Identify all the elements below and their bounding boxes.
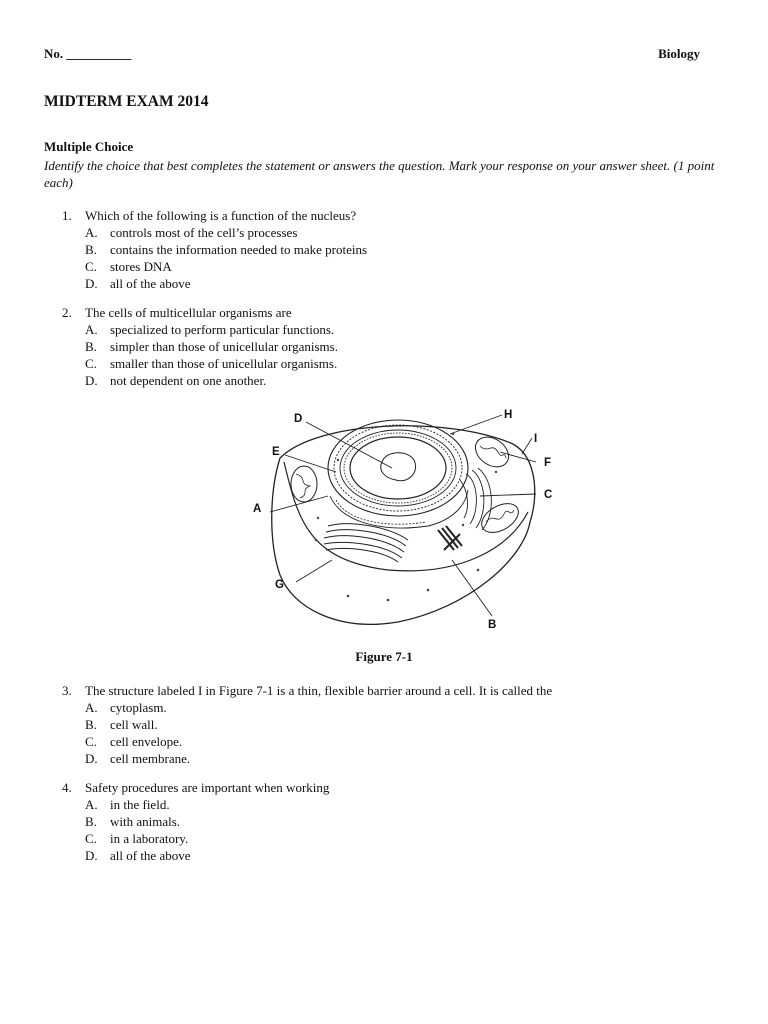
choice-c: [85, 733, 712, 750]
question-number: 2.: [62, 305, 72, 320]
choice-a: [85, 224, 712, 241]
choice-letter: B.: [85, 242, 97, 257]
nucleolus: [381, 453, 416, 481]
choice-b: [85, 813, 712, 830]
choice-letter: C.: [85, 831, 97, 846]
label-g: G: [275, 579, 284, 591]
choice-letter: D.: [85, 848, 98, 863]
exam-title: MIDTERM EXAM 2014: [44, 93, 209, 110]
label-e: E: [272, 446, 280, 458]
question-3: [62, 682, 712, 767]
choice-letter: B.: [85, 717, 97, 732]
choice-d: [85, 372, 712, 389]
choice-text: cell wall.: [110, 717, 158, 732]
choice-b: [85, 241, 712, 258]
choice-letter: A.: [85, 322, 98, 337]
choice-letter: D.: [85, 276, 98, 291]
label-b: B: [488, 619, 497, 631]
choice-text: not dependent on one another.: [110, 373, 267, 388]
choice-letter: A.: [85, 797, 98, 812]
question-text: The cells of multicellular organisms are: [85, 305, 292, 320]
question-1: [62, 207, 712, 292]
choice-text: contains the information needed to make proteins: [110, 242, 368, 257]
answer-choices: [85, 796, 712, 864]
question-text: Which of the following is a function of the nucleus?: [85, 208, 357, 223]
choice-b: [85, 338, 712, 355]
question-number: 3.: [62, 683, 72, 698]
choice-letter: D.: [85, 373, 98, 388]
choice-a: [85, 796, 712, 813]
section-instructions: Identify the choice that best completes the statement or answers the question. Mark your response on your answer sheet. (1 point each): [44, 158, 715, 190]
choice-text: in a laboratory.: [110, 831, 189, 846]
choice-text: cell membrane.: [110, 751, 191, 766]
answer-choices: [85, 699, 712, 767]
label-c: C: [544, 489, 553, 501]
choice-text: specialized to perform particular functions.: [110, 322, 335, 337]
choice-c: [85, 355, 712, 372]
choice-letter: C.: [85, 734, 97, 749]
question-4: [62, 779, 712, 864]
label-d: D: [294, 413, 303, 425]
choice-text: in the field.: [110, 797, 170, 812]
choice-text: cytoplasm.: [110, 700, 167, 715]
choice-letter: D.: [85, 751, 98, 766]
question-number: 1.: [62, 208, 72, 223]
choice-letter: A.: [85, 700, 98, 715]
choice-d: [85, 847, 712, 864]
choice-letter: B.: [85, 814, 97, 829]
choice-c: [85, 830, 712, 847]
choice-letter: A.: [85, 225, 98, 240]
figure-caption: Figure 7-1: [355, 649, 413, 664]
mitochondrion-left: [291, 466, 317, 502]
question-number: 4.: [62, 780, 72, 795]
choice-letter: B.: [85, 339, 97, 354]
label-i: I: [534, 433, 538, 445]
number-field: No. __________: [44, 46, 132, 61]
choice-text: all of the above: [110, 276, 191, 291]
label-f: F: [544, 457, 552, 469]
label-a: A: [253, 503, 262, 515]
choice-text: simpler than those of unicellular organisms.: [110, 339, 338, 354]
section-title: Multiple Choice: [44, 139, 134, 154]
question-2: [62, 304, 712, 389]
choice-text: with animals.: [110, 814, 181, 829]
choice-text: cell envelope.: [110, 734, 183, 749]
choice-a: [85, 321, 712, 338]
choice-text: stores DNA: [110, 259, 172, 274]
choice-text: controls most of the cell’s processes: [110, 225, 298, 240]
choice-letter: C.: [85, 259, 97, 274]
label-h: H: [504, 409, 513, 421]
choice-text: all of the above: [110, 848, 191, 863]
choice-b: [85, 716, 712, 733]
choice-a: [85, 699, 712, 716]
choice-c: [85, 258, 712, 275]
choice-d: [85, 275, 712, 292]
subject-label: Biology: [658, 46, 700, 61]
question-text: Safety procedures are important when working: [85, 780, 330, 795]
animal-cell-figure: [248, 400, 558, 640]
choice-text: smaller than those of unicellular organisms.: [110, 356, 338, 371]
choice-letter: C.: [85, 356, 97, 371]
choice-d: [85, 750, 712, 767]
question-text: The structure labeled I in Figure 7-1 is a thin, flexible barrier around a cell. It is called the: [85, 683, 553, 698]
answer-choices: [85, 321, 712, 389]
answer-choices: [85, 224, 712, 292]
